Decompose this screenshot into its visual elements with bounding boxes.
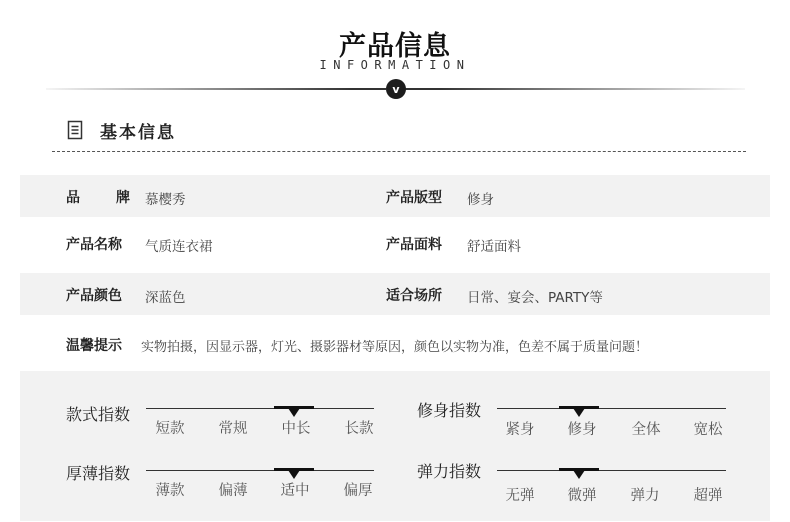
thickness-option-selected: 适中 bbox=[280, 483, 310, 499]
brand-label: 品 牌 bbox=[66, 190, 130, 206]
page-subtitle: INFORMATION bbox=[319, 58, 471, 72]
elasticity-option: 超弹 bbox=[693, 488, 723, 504]
thickness-option: 薄款 bbox=[155, 483, 185, 499]
occasion-value: 日常、宴会、PARTY等 bbox=[467, 290, 603, 306]
section-title: 基本信息 bbox=[100, 123, 176, 143]
thickness-index-pointer-icon bbox=[288, 470, 300, 479]
elasticity-index-label: 弹力指数 bbox=[417, 462, 482, 481]
info-row-name bbox=[20, 222, 770, 264]
notice-text: 实物拍摄，因显示器，灯光、摄影器材等原因，颜色以实物为准，色差不属于质量问题！ bbox=[141, 340, 649, 355]
product-name-value: 气质连衣裙 bbox=[145, 239, 213, 255]
elasticity-index-line bbox=[497, 470, 726, 471]
style-option: 常规 bbox=[218, 421, 248, 437]
fit-index-line bbox=[497, 408, 726, 409]
color-value: 深蓝色 bbox=[145, 290, 186, 306]
thickness-index-line bbox=[146, 470, 374, 471]
style-index-pointer-icon bbox=[288, 408, 300, 417]
elasticity-option: 无弹 bbox=[505, 488, 535, 504]
thickness-option: 偏厚 bbox=[343, 483, 373, 499]
fit-option: 宽松 bbox=[693, 422, 723, 438]
header-divider-left bbox=[46, 88, 386, 90]
notice-label: 温馨提示 bbox=[66, 338, 122, 354]
product-name-label: 产品名称 bbox=[66, 237, 122, 253]
document-list-icon bbox=[67, 120, 83, 140]
fit-value: 修身 bbox=[467, 192, 494, 208]
fit-index-pointer-icon bbox=[573, 408, 585, 417]
style-option: 长款 bbox=[344, 421, 374, 437]
color-label: 产品颜色 bbox=[66, 288, 122, 304]
fit-option: 紧身 bbox=[505, 422, 535, 438]
style-option-selected: 中长 bbox=[281, 421, 311, 437]
style-index-line bbox=[146, 408, 374, 409]
page-title: 产品信息 bbox=[339, 31, 451, 62]
section-divider bbox=[52, 151, 746, 152]
fit-option: 全体 bbox=[631, 422, 661, 438]
v-badge-icon: v bbox=[386, 79, 406, 99]
fit-index-label: 修身指数 bbox=[417, 401, 482, 420]
fit-label: 产品版型 bbox=[386, 190, 442, 206]
fabric-label: 产品面料 bbox=[386, 237, 442, 253]
header-divider-right bbox=[405, 88, 745, 90]
style-index-label: 款式指数 bbox=[66, 405, 131, 424]
fit-option-selected: 修身 bbox=[567, 422, 597, 438]
brand-value: 慕樱秀 bbox=[145, 192, 186, 208]
occasion-label: 适合场所 bbox=[386, 288, 442, 304]
info-row-brand bbox=[20, 175, 770, 217]
style-option: 短款 bbox=[155, 421, 185, 437]
elasticity-option-selected: 微弹 bbox=[567, 488, 597, 504]
info-row-color bbox=[20, 273, 770, 315]
index-panel bbox=[20, 371, 770, 521]
thickness-index-label: 厚薄指数 bbox=[66, 464, 131, 483]
thickness-option: 偏薄 bbox=[218, 483, 248, 499]
elasticity-index-pointer-icon bbox=[573, 470, 585, 479]
fabric-value: 舒适面料 bbox=[467, 239, 521, 255]
elasticity-option: 弹力 bbox=[630, 488, 660, 504]
